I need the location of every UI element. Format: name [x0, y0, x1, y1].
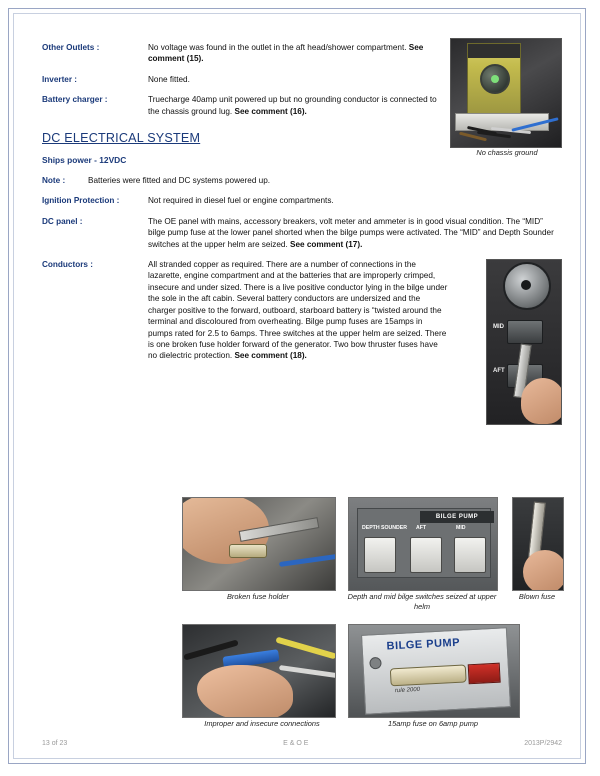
photo-label-aft: AFT: [493, 368, 505, 375]
text-dc-panel: [148, 216, 562, 250]
panel-label-aft: AFT: [416, 525, 427, 531]
label-other-outlets: Other Outlets :: [42, 43, 100, 52]
photo-15amp-fuse: [348, 624, 520, 718]
photo-blown-fuse-panel: [486, 259, 562, 425]
document-content: [42, 42, 562, 732]
switch-mid-graphic: [507, 320, 543, 344]
hand-graphic: [521, 378, 562, 424]
photo-label-mid: MID: [493, 324, 504, 331]
footer-reference: 2013P/2942: [524, 740, 562, 747]
bilge-pump-plate-graphic: [361, 627, 511, 715]
caption-battery-charger: No chassis ground: [476, 148, 538, 157]
other-outlets-comment-link[interactable]: See comment (15).: [148, 43, 424, 64]
battery-charger-text: Truecharge 40amp unit powered up but no grounding conductor is connected to the chassis ground lug.: [148, 95, 437, 116]
text-conductors: [148, 259, 448, 362]
text-inverter: None fitted.: [148, 74, 190, 84]
plate-hole-graphic: [369, 657, 382, 670]
label-battery-charger: Battery charger :: [42, 95, 108, 105]
fuse-graphic: [229, 544, 267, 558]
battery-charger-comment-link[interactable]: See comment (16).: [234, 106, 307, 116]
conductors-comment-link[interactable]: See comment (18).: [234, 351, 307, 361]
page-inner-border: [13, 13, 581, 759]
caption-depth-mid-switches: Depth and mid bilge switches seized at upper helm: [347, 592, 497, 611]
page-footer: [42, 740, 562, 747]
red-connector-graphic: [468, 663, 501, 685]
label-note: Note :: [42, 176, 66, 186]
text-battery-charger: [148, 94, 446, 117]
photo-depth-mid-switches: [348, 497, 498, 591]
ships-power-label: Ships power -: [42, 155, 97, 166]
gauge-dial-graphic: [503, 262, 551, 310]
dc-panel-text: The OE panel with mains, accessory breakers, volt meter and ammeter is in good visual condition. The “MID” bilge pump fuse at the lower panel shorted when the bilge pumps were activated. The “MID” and Depth Sounder switches at the upper helm are seized.: [148, 216, 554, 249]
wire-graphic: [279, 665, 336, 678]
photo-blown-fuse: [512, 497, 564, 591]
label-ignition-protection: Ignition Protection :: [42, 196, 120, 206]
plate-small-text: rule 2000: [394, 686, 421, 695]
label-conductors: Conductors :: [42, 260, 93, 270]
row-dc-panel: [42, 216, 562, 250]
charger-unit-graphic: [467, 43, 521, 119]
footer-page-number: 13 of 23: [42, 740, 68, 747]
caption-broken-fuse-holder: Broken fuse holder: [226, 592, 290, 601]
wire-graphic: [275, 637, 336, 660]
photo-row-2: [182, 624, 562, 744]
plate-title-bilge-pump: BILGE PUMP: [386, 636, 461, 653]
page-frame: [8, 8, 586, 764]
wire-graphic: [279, 554, 336, 567]
fuse-graphic: [390, 664, 467, 686]
photo-row-1: [182, 497, 562, 617]
label-dc-panel: DC panel :: [42, 216, 83, 226]
row-battery-charger: [42, 94, 446, 117]
row-note: [42, 175, 562, 186]
panel-label-depth-sounder: DEPTH SOUNDER: [362, 525, 407, 531]
footer-center-text: E & O E: [283, 740, 309, 747]
ships-power-value: 12VDC: [99, 155, 127, 166]
switch-panel-graphic: [357, 508, 491, 578]
rocker-switch-graphic: [364, 537, 396, 573]
hand-graphic: [523, 550, 564, 591]
panel-header-bilge-pump: BILGE PUMP: [420, 511, 494, 523]
dc-panel-comment-link[interactable]: See comment (17).: [290, 239, 363, 249]
caption-improper-connections: Improper and insecure connections: [204, 719, 320, 728]
caption-blown-fuse: Blown fuse: [518, 592, 556, 601]
other-outlets-text: No voltage was found in the outlet in the aft head/shower compartment.: [148, 43, 409, 52]
text-other-outlets: [148, 42, 446, 65]
text-ignition-protection: Not required in diesel fuel or engine compartments.: [148, 196, 334, 206]
panel-label-mid: MID: [456, 525, 466, 531]
text-note: Batteries were fitted and DC systems powered up.: [88, 176, 271, 186]
charger-dial-graphic: [480, 64, 510, 94]
row-other-outlets: [42, 42, 446, 65]
row-conductors: [42, 259, 562, 375]
caption-15amp-fuse: 15amp fuse on 6amp pump: [388, 719, 478, 728]
rocker-switch-graphic: [410, 537, 442, 573]
label-inverter: Inverter :: [42, 74, 78, 84]
photo-battery-charger: [450, 38, 562, 148]
photo-improper-connections: [182, 624, 336, 718]
row-inverter: [42, 74, 446, 85]
hand-graphic: [197, 665, 293, 718]
section-title-dc-electrical: DC ELECTRICAL SYSTEM: [42, 131, 201, 146]
row-ignition-protection: [42, 195, 562, 206]
conductors-text: All stranded copper as required. There are a number of connections in the lazarette, engine compartment and at the batteries that are improperly crimped, insecure and under sized. There is a live positive conductor lying in the bilge under the sole in the aft cabin. Several battery conductors are undersized and the charger positive to the forward, outboard, starboard battery is “twisted around the terminal and discoloured from overheating. Bilge pump fuses are 15amps in pumps rated for 2.5 to 6amps. Three switches at the upper helm are seized. There is one broken fuse holder forward of the generator. Two bow thruster fuses have no dielectric protection.: [148, 260, 448, 361]
charger-top-graphic: [468, 44, 520, 58]
rocker-switch-graphic: [454, 537, 486, 573]
photo-broken-fuse-holder: [182, 497, 336, 591]
